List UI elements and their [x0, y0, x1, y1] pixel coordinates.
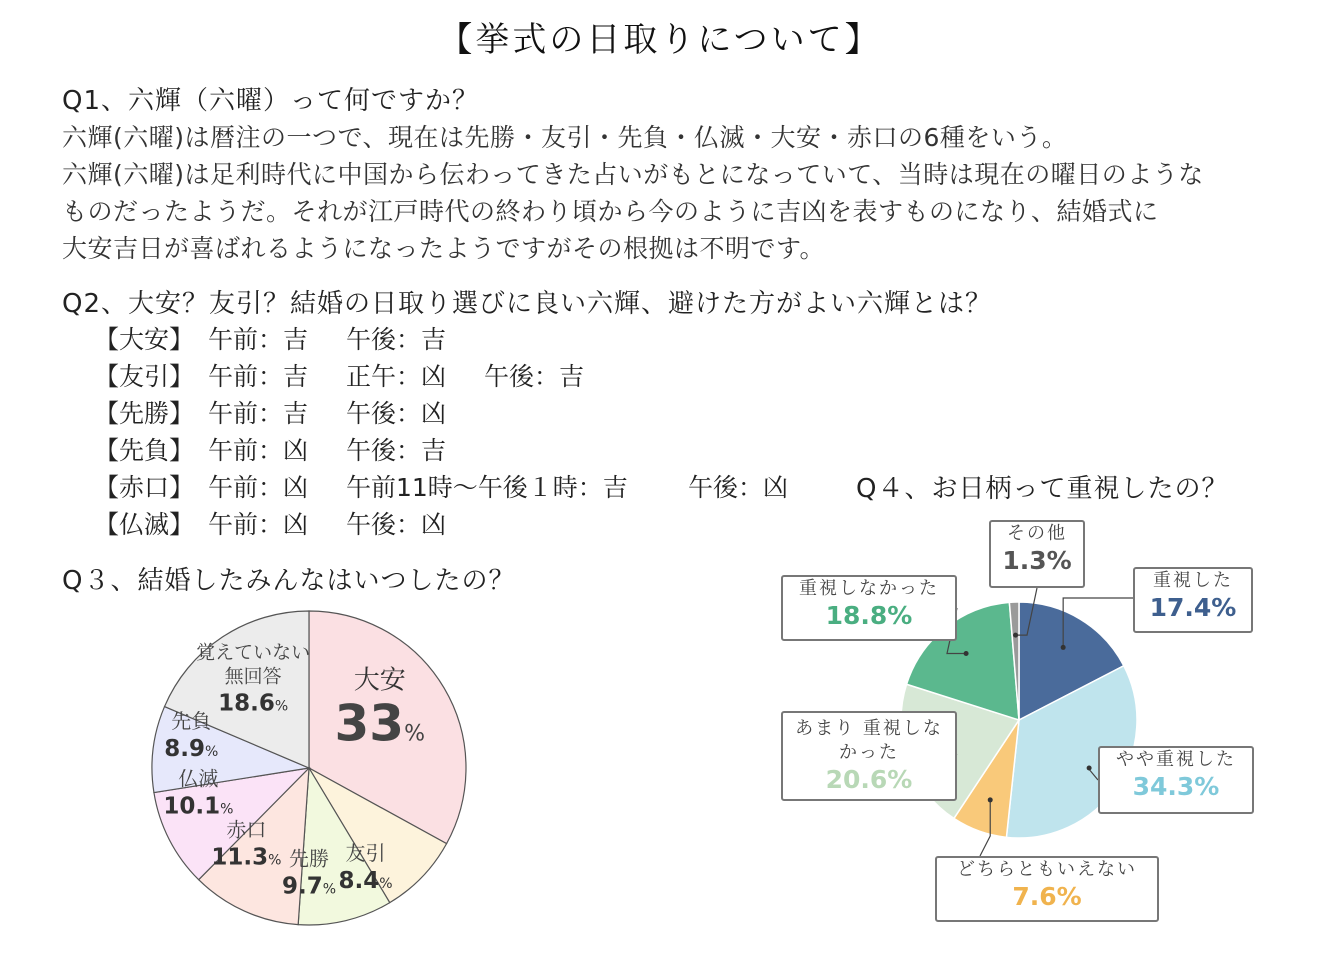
q1-heading: Q1、六輝（六曜）って何ですか？ [62, 86, 480, 116]
callout-not-important-value: 18.8% [825, 601, 913, 630]
rokuyo-morning: 午前：凶 [208, 473, 309, 502]
callout-not-very-important-name: あまり 重視しなかった [795, 718, 943, 763]
rokuyo-name: 【先勝】 [94, 399, 195, 428]
rokuyo-afternoon: 午後：凶 [346, 399, 447, 428]
slice-value: 11.3% [211, 844, 282, 871]
slice-label: 友引 [345, 840, 386, 865]
slice-value: 18.6% [218, 690, 289, 717]
rokuyo-name: 【大安】 [94, 325, 195, 354]
rokuyo-afternoon: 午後：吉 [484, 362, 585, 391]
page-title: 【挙式の日取りについて】 [438, 20, 882, 60]
leader-dot [1013, 633, 1018, 638]
callout-not-very-important-value: 20.6% [825, 765, 913, 794]
callout-other [989, 520, 1085, 588]
rokuyo-morning: 午前：吉 [208, 399, 309, 428]
slice-value: 8.4% [338, 867, 393, 894]
rokuyo-morning: 午前：凶 [208, 510, 309, 539]
rokuyo-noon: 正午：凶 [346, 362, 447, 391]
slice-value: 9.7% [281, 873, 337, 900]
leader-dot [1087, 765, 1092, 770]
q2-heading: Q2、大安？友引？結婚の日取り選びに良い六輝、避けた方がよい六輝とは？ [62, 289, 993, 319]
q1-line-2: 六輝(六曜)は足利時代に中国から伝わってきた占いがもとになっていて、当時は現在の曜日のような [62, 160, 1204, 189]
q4-heading: Q４、お日柄って重視したの？ [856, 474, 1229, 504]
rokuyo-name: 【仏滅】 [94, 510, 195, 539]
slice-label: 覚えていない [196, 641, 311, 664]
slice-label: 仏滅 [178, 766, 219, 791]
leader-dot [1061, 645, 1066, 650]
rokuyo-name: 【赤口】 [94, 473, 195, 502]
callout-neutral-name: どちらともいえない [957, 859, 1137, 880]
q1-line-3: ものだったようだ。それが江戸時代の終わり頃から今のように吉凶を表すものになり、結婚式に [62, 197, 1159, 226]
rokuyo-morning: 午前：吉 [208, 325, 309, 354]
q3-heading: Q３、結婚したみんなはいつしたの？ [62, 566, 516, 596]
callout-important-name: 重視した [1153, 570, 1233, 591]
slice-label: 赤口 [226, 817, 267, 842]
rokuyo-midday: 午前11時～午後１時：吉 [346, 473, 628, 502]
rokuyo-afternoon: 午後：凶 [346, 510, 447, 539]
callout-important-value: 17.4% [1149, 593, 1237, 622]
slice-label: 無回答 [224, 665, 282, 688]
rokuyo-morning: 午前：凶 [208, 436, 309, 465]
slice-label: 大安 [353, 665, 406, 696]
callout-somewhat-important-value: 34.3% [1132, 772, 1220, 801]
callout-important [1133, 567, 1253, 633]
rokuyo-afternoon: 午後：吉 [346, 436, 447, 465]
slice-label: 先負 [171, 709, 212, 734]
leader-dot [988, 797, 993, 802]
callout-neutral [935, 856, 1159, 922]
callout-somewhat-important-name: やや重視した [1116, 749, 1236, 770]
rokuyo-name: 【先負】 [94, 436, 195, 465]
slice-label: 先勝 [289, 846, 329, 871]
rokuyo-morning: 午前：吉 [208, 362, 309, 391]
slice-value: 33% [334, 694, 425, 753]
slice-value: 10.1% [163, 793, 234, 820]
callout-somewhat-important [1098, 746, 1254, 814]
slice-value: 8.9% [164, 736, 219, 763]
callout-other-name: その他 [1007, 523, 1067, 544]
callout-neutral-value: 7.6% [1012, 882, 1082, 911]
callout-not-very-important [781, 711, 957, 801]
rokuyo-name: 【友引】 [94, 362, 195, 391]
callout-other-value: 1.3% [1002, 546, 1072, 575]
callout-not-important [781, 575, 957, 641]
q1-line-4: 大安吉日が喜ばれるようになったようですがその根拠は不明です。 [62, 234, 826, 263]
leader-dot [964, 651, 969, 656]
rokuyo-afternoon: 午後：凶 [688, 473, 789, 502]
rokuyo-afternoon: 午後：吉 [346, 325, 447, 354]
callout-not-important-name: 重視しなかった [799, 578, 939, 599]
q1-line-1: 六輝(六曜)は暦注の一つで、現在は先勝・友引・先負・仏滅・大安・赤口の6種をいう。 [62, 123, 1068, 152]
